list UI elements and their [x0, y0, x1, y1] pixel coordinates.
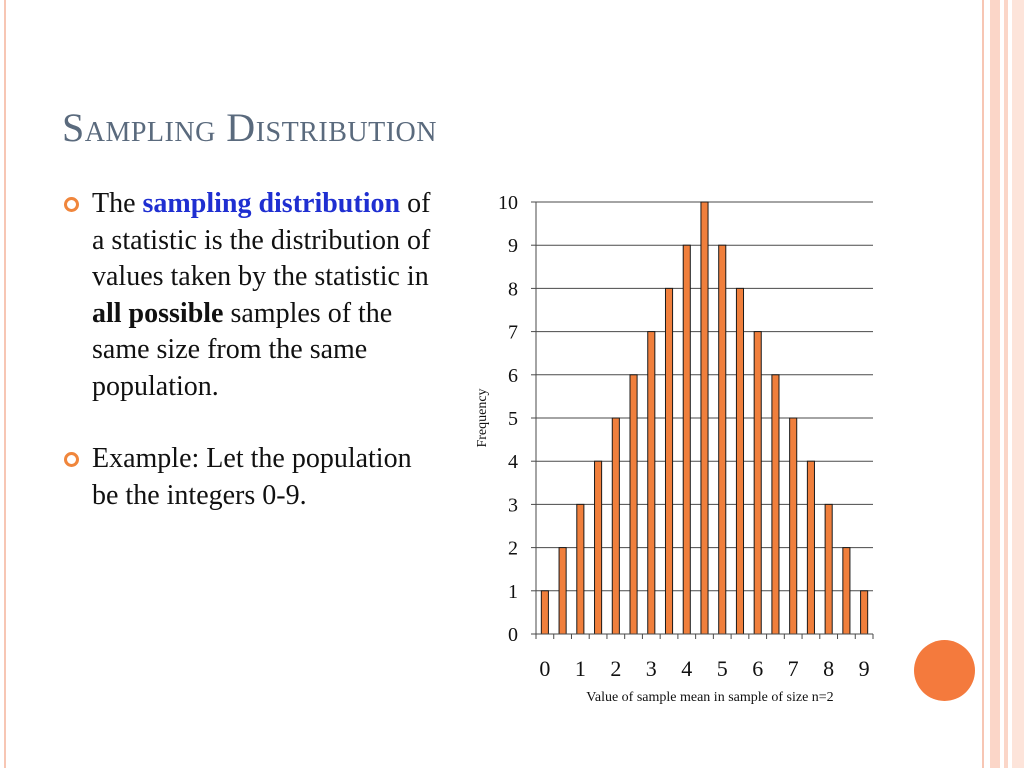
bar — [772, 375, 779, 634]
x-tick-label: 0 — [539, 656, 551, 681]
right-border-stripe — [1012, 0, 1024, 768]
slide-title: Sampling Distribution — [62, 105, 437, 150]
frequency-bar-chart — [470, 188, 890, 708]
bullet-example — [62, 441, 442, 514]
bar — [541, 591, 548, 634]
bullet-definition — [62, 186, 442, 405]
y-axis-tick-labels — [498, 192, 518, 646]
bar — [612, 418, 619, 634]
x-tick-label: 7 — [787, 656, 799, 681]
bar — [559, 548, 566, 634]
y-tick-label: 4 — [508, 451, 518, 474]
y-tick-label: 9 — [508, 235, 518, 258]
y-tick-label: 5 — [508, 408, 518, 430]
bullet-text: samples of the same size from the same population. — [92, 297, 393, 402]
bar — [665, 288, 672, 634]
bullet-text: The — [92, 188, 143, 219]
y-tick-label: 2 — [508, 537, 518, 560]
y-tick-label: 8 — [508, 278, 518, 301]
bullet-circle-icon — [64, 452, 79, 467]
right-border-stripe — [990, 0, 1000, 768]
bullet-text: of a statistic is the distribution of values taken by the statistic in — [92, 188, 431, 292]
bar — [719, 245, 726, 634]
bar — [825, 504, 832, 634]
x-tick-label: 8 — [823, 656, 835, 681]
x-tick-label: 2 — [610, 656, 622, 681]
bar — [577, 504, 584, 634]
bullet-list — [62, 186, 442, 514]
x-tick-label: 5 — [716, 656, 728, 681]
y-axis-label: Frequency — [475, 388, 490, 448]
keyword-sampling-distribution: sampling distribution — [142, 188, 401, 219]
left-border-line — [4, 0, 6, 768]
bar — [595, 461, 602, 634]
bar — [790, 418, 797, 634]
y-tick-label: 7 — [508, 321, 518, 344]
bar — [648, 332, 655, 634]
bullet-circle-icon — [64, 197, 79, 212]
bar — [736, 288, 743, 634]
keyword-all-possible: all possible — [92, 297, 224, 329]
x-tick-label: 6 — [752, 656, 764, 681]
x-tick-label: 4 — [681, 656, 693, 681]
bar — [683, 245, 690, 634]
bar — [754, 332, 761, 634]
y-tick-label: 3 — [508, 494, 518, 517]
bar — [861, 591, 868, 634]
x-axis-label: Value of sample mean in sample of size n=2 — [586, 690, 834, 705]
y-tick-label: 1 — [508, 580, 518, 603]
bar — [843, 548, 850, 634]
bar — [701, 202, 708, 634]
x-tick-label: 9 — [858, 656, 870, 681]
right-border-line — [982, 0, 984, 768]
bullet-text: Example: Let the population be the integers 0-9. — [92, 443, 412, 511]
accent-circle — [914, 640, 975, 701]
right-border-stripe — [1004, 0, 1008, 768]
y-tick-label: 10 — [498, 192, 518, 214]
x-tick-label: 1 — [574, 656, 586, 681]
x-tick-label: 3 — [645, 656, 657, 681]
bar — [807, 461, 814, 634]
y-tick-label: 6 — [508, 364, 518, 387]
bar — [630, 375, 637, 634]
y-tick-label: 0 — [508, 624, 518, 646]
